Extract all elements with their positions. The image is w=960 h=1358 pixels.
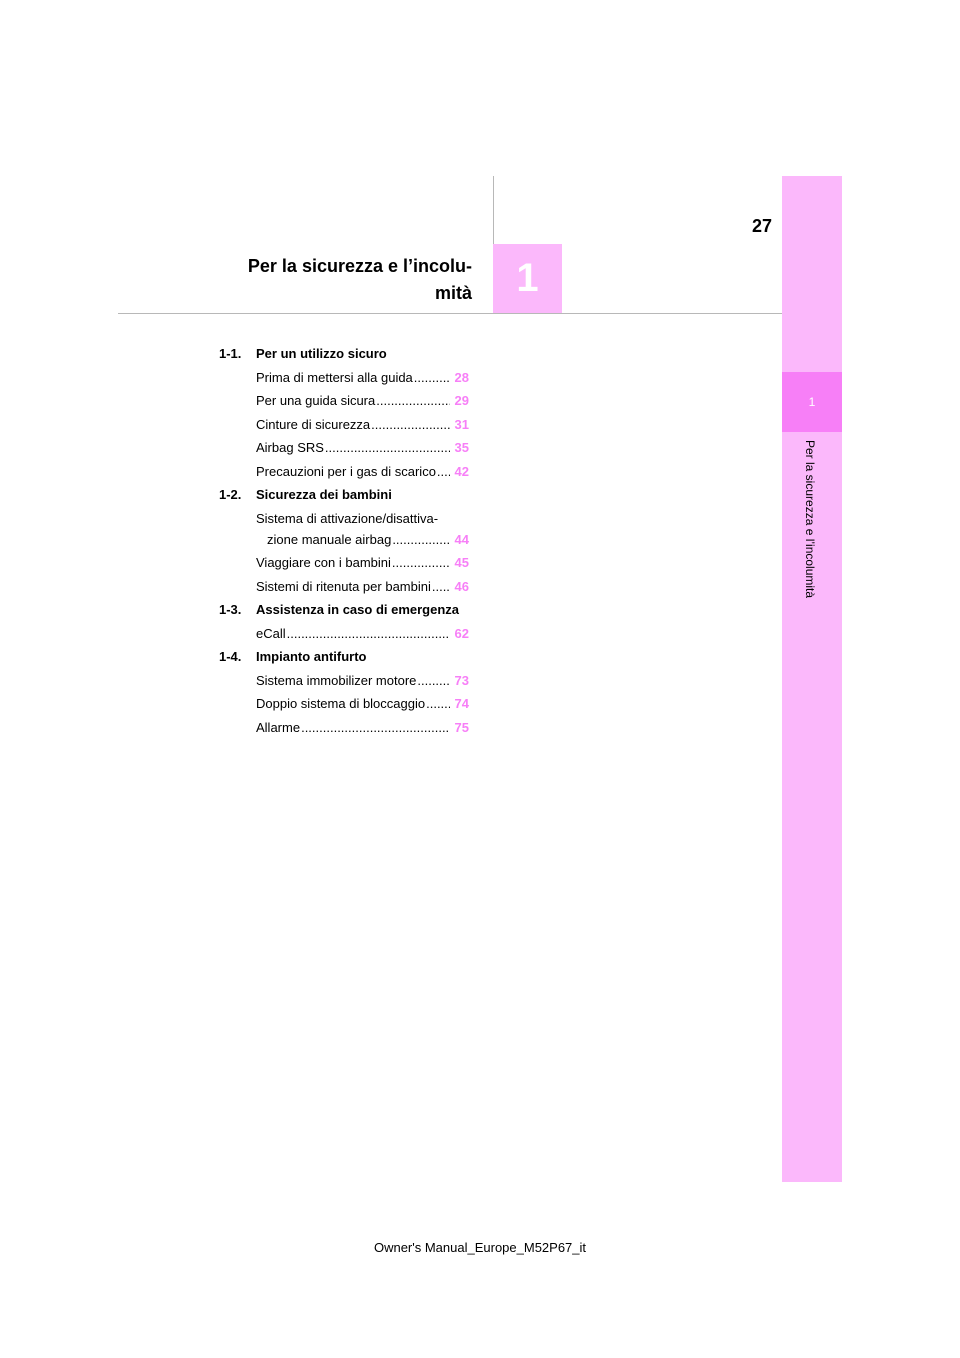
toc-entry[interactable] xyxy=(219,438,469,462)
toc-dot-leader xyxy=(392,553,450,573)
side-tab-bar xyxy=(782,176,842,1182)
toc-page-link[interactable]: 45 xyxy=(454,555,469,570)
toc-section[interactable] xyxy=(219,600,469,624)
toc-page-link[interactable]: 44 xyxy=(454,531,469,547)
toc-page-link[interactable]: 35 xyxy=(454,440,469,455)
toc-entry-title: Allarme xyxy=(256,719,301,735)
toc-section-title: Sicurezza dei bambini xyxy=(256,487,392,502)
toc-entry-title: Airbag SRS xyxy=(256,440,324,455)
toc-dot-leader xyxy=(301,718,450,738)
toc-dot-leader xyxy=(426,694,450,714)
toc-section-title: Per un utilizzo sicuro xyxy=(256,346,387,361)
toc-entry[interactable] xyxy=(219,415,469,439)
side-tab-active[interactable] xyxy=(782,372,842,432)
toc-section[interactable] xyxy=(219,647,469,671)
toc-entry-title: Viaggiare con i bambini xyxy=(256,555,391,570)
side-tab-label-wrap xyxy=(803,440,823,640)
toc-page-link[interactable]: 29 xyxy=(454,393,469,408)
toc-entry[interactable] xyxy=(219,391,469,415)
toc-entry[interactable] xyxy=(219,718,469,742)
chapter-title-line2: mità xyxy=(434,283,472,303)
toc-dot-leader xyxy=(371,415,450,435)
toc-entry-title: Sistemi di ritenuta per bambini xyxy=(256,578,431,594)
toc-page-link[interactable]: 62 xyxy=(454,625,469,641)
toc-section-title: Impianto antifurto xyxy=(256,649,367,664)
side-tab-number: 1 xyxy=(808,395,816,409)
toc-dot-leader xyxy=(437,462,450,482)
toc-entry[interactable] xyxy=(219,530,469,554)
toc-entry-line: Sistema di attivazione/disattiva- xyxy=(256,510,439,526)
toc-page-link[interactable]: 31 xyxy=(454,416,469,432)
toc-entry-title: Doppio sistema di bloccaggio xyxy=(256,696,426,711)
toc-page-link[interactable]: 75 xyxy=(454,719,469,735)
toc-page-link[interactable]: 28 xyxy=(454,369,469,385)
toc-dot-leader xyxy=(392,530,450,550)
toc-entry-title: Prima di mettersi alla guida xyxy=(256,369,413,385)
toc-page-link[interactable]: 42 xyxy=(454,463,469,479)
toc-entry-title: eCall xyxy=(256,625,286,641)
toc-page-link[interactable]: 74 xyxy=(454,696,469,711)
table-of-contents xyxy=(219,344,469,741)
page-number: 27 xyxy=(751,216,772,236)
toc-dot-leader xyxy=(376,391,450,411)
toc-entry-title: Precauzioni per i gas di scarico xyxy=(256,463,436,479)
toc-section-title: Assistenza in caso di emergenza xyxy=(256,602,460,617)
toc-dot-leader xyxy=(432,577,450,597)
toc-section[interactable] xyxy=(219,344,469,368)
toc-dot-leader xyxy=(417,671,450,691)
toc-dot-leader xyxy=(325,438,450,458)
chapter-number: 1 xyxy=(516,256,539,300)
toc-section-number: 1-3. xyxy=(219,602,242,617)
toc-entry[interactable] xyxy=(219,694,469,718)
toc-entry-title: Per una guida sicura xyxy=(256,393,376,408)
toc-entry[interactable] xyxy=(219,368,469,392)
toc-page-link[interactable]: 46 xyxy=(454,578,469,594)
header-divider-horizontal xyxy=(118,313,782,314)
toc-entry[interactable] xyxy=(219,671,469,695)
side-tab-label: Per la sicurezza e l’incolumità xyxy=(803,440,817,599)
toc-page-link[interactable]: 73 xyxy=(454,672,469,688)
toc-entry-title: Cinture di sicurezza xyxy=(256,416,371,432)
chapter-title-line1: Per la sicurezza e l’incolu- xyxy=(247,256,472,276)
toc-entry-title: zione manuale airbag xyxy=(267,531,392,547)
toc-section-number: 1-1. xyxy=(219,346,242,361)
toc-dot-leader xyxy=(414,368,450,388)
toc-entry[interactable] xyxy=(219,577,469,601)
toc-section-number: 1-2. xyxy=(219,487,242,502)
toc-section-number: 1-4. xyxy=(219,649,242,664)
toc-dot-leader xyxy=(287,624,450,644)
footer: Owner's Manual_Europe_M52P67_it xyxy=(373,1240,587,1255)
toc-entry-title: Sistema immobilizer motore xyxy=(256,672,417,688)
header-divider-vertical xyxy=(493,176,494,244)
toc-entry[interactable] xyxy=(219,553,469,577)
toc-section[interactable] xyxy=(219,485,469,509)
chapter-number-box xyxy=(493,244,562,313)
toc-entry[interactable] xyxy=(219,462,469,486)
toc-entry[interactable] xyxy=(219,624,469,648)
